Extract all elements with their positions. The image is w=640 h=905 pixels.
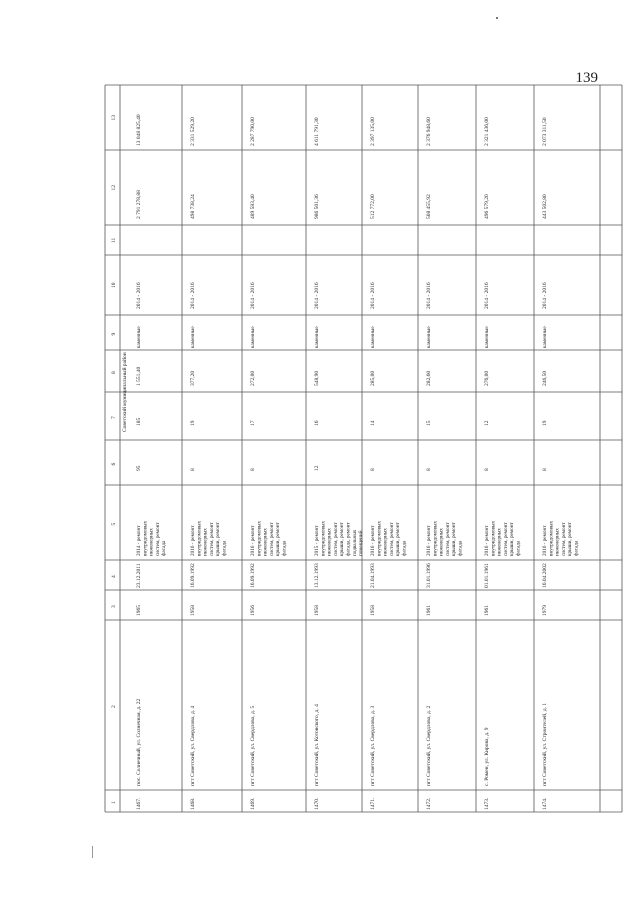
column-number: 8 [111,371,117,374]
row-date: 16.09.1992 [190,563,196,588]
row-works: 2016 - ремонт [484,525,490,556]
row-works: инженерных [438,528,445,556]
row-date: 23.12.2011 [136,563,142,588]
row-works: 2015 - ремонт [314,525,320,556]
row-year: 1965 [136,605,142,616]
row-works: крыши, ремонт [215,522,222,556]
row-floors: 8 [250,468,256,471]
row-works: систем, ремонт [444,522,451,556]
row-date: 13.12.1993 [314,563,320,588]
row-works: фасада [161,540,168,556]
row-works: 2016 - ремонт [370,525,376,556]
row-number: 1467. [136,797,142,810]
row-c12: 508 455,92 [426,194,432,219]
row-works: крыши, ремонт [451,522,458,556]
column-number: 3 [111,605,117,608]
row-floors: 8 [190,468,196,471]
row-works: инженерных [382,528,389,556]
row-works: внутридомовых [376,520,383,556]
row-date: 21.04.1993 [370,563,376,588]
row-flats: 14 [370,420,376,426]
row-period: 2014 - 2016 [190,282,196,309]
row-works: крыши, ремонт [339,522,346,556]
row-number: 1473. [484,797,490,810]
row-year: 1958 [314,605,320,616]
row-works: фасада [281,540,288,556]
row-works: систем, ремонт [388,522,395,556]
row-period: 2014 - 2016 [136,282,142,309]
row-material: каменные [250,326,256,348]
column-number: 12 [111,185,117,191]
row-address: пгт Советский, ул. Свердлова, д. 4 [190,705,196,786]
row-c13: 2 073 311,50 [542,117,548,146]
row-number: 1470. [314,797,320,810]
row-date: 01.01.1961 [484,563,490,588]
row-flats: 19 [542,420,548,426]
row-works: помещений [358,530,365,556]
column-number: 1 [111,801,117,804]
row-area: 1 551,40 [136,366,142,386]
row-c13: 2 287 790,00 [250,117,256,146]
row-material: каменные [484,326,490,348]
row-material: каменные [542,326,548,348]
row-period: 2014 - 2016 [250,282,256,309]
row-period: 2014 - 2016 [370,282,376,309]
row-works: внутридомовых [320,520,327,556]
row-number: 1468. [190,797,196,810]
row-works: крыши, ремонт [567,522,574,556]
row-year: 1979 [542,605,548,616]
row-c12: 443 502,80 [542,194,548,219]
column-number: 5 [111,522,117,526]
row-works: систем, ремонт [560,522,567,556]
row-works: крыши, ремонт [275,522,282,556]
row-c13: 2 331 529,20 [190,117,196,146]
row-flats: 15 [426,420,432,426]
row-flats: 185 [136,417,142,426]
row-address: с. Ромен, ул. Кирова, д. 9 [484,727,490,786]
row-period: 2014 - 2016 [426,282,432,309]
row-period: 2014 - 2016 [314,282,320,309]
row-works: фасада, ремонт [345,522,352,556]
row-area: 377,20 [190,370,196,386]
row-c13: 2 397 135,00 [370,117,376,146]
row-year: 1958 [190,605,196,616]
row-date: 31.01.1996 [426,563,432,588]
row-floors: 12 [314,465,320,471]
column-number: 11 [111,237,117,243]
row-material: каменные [190,326,196,348]
row-works: крыши, ремонт [395,522,402,556]
row-period: 2014 - 2016 [484,282,490,309]
row-works: систем, ремонт [268,522,275,556]
row-works: 2016 - ремонт [542,525,548,556]
row-year: 1961 [484,605,490,616]
column-number: 6 [111,462,117,466]
row-number: 1471. [370,797,376,810]
row-works: крыши, ремонт [509,522,516,556]
row-c13: 13 048 825,40 [136,114,142,146]
row-works: инженерных [326,528,333,556]
row-c12: 496 579,20 [484,194,490,219]
row-works: инженерных [262,528,269,556]
row-flats: 19 [190,420,196,426]
row-floors: 8 [370,468,376,471]
row-address: пгт Советский, ул. Строителей, д. 1 [542,702,548,786]
row-works: систем, ремонт [208,522,215,556]
column-number: 2 [111,705,117,708]
row-c12: 986 501,36 [314,194,320,219]
row-area: 282,60 [426,370,432,386]
row-works: фасада [221,540,228,556]
row-works: фасада [515,540,522,556]
row-floors: 8 [484,468,490,471]
row-address: пгт Советский, ул. Свердлова, д. 2 [426,705,432,786]
row-works: инженерных [496,528,503,556]
column-number: 9 [111,332,117,336]
row-works: фасада [457,540,464,556]
row-works: фасада [401,540,408,556]
row-material: каменные [426,326,432,348]
row-material: каменные [136,326,142,348]
row-works: инженерных [202,528,209,556]
row-year: 1956 [250,605,256,616]
row-works: систем, ремонт [502,522,509,556]
row-address: пгт Советский, ул. Свердлова, д. 3 [370,705,376,786]
row-date: 16.09.1992 [250,563,256,588]
row-works: систем, ремонт [154,522,161,556]
row-works: инженерных [148,528,155,556]
row-works: систем, ремонт [332,522,339,556]
row-period: 2014 - 2016 [542,282,548,309]
row-address: пгт Советский, ул. Свердлова, д. 5 [250,705,256,786]
column-number: 4 [111,575,117,578]
row-c12: 512 772,00 [370,194,376,219]
row-flats: 17 [250,420,256,426]
row-c12: 489 583,40 [250,194,256,219]
row-works: внутридомовых [256,520,263,556]
row-c12: 498 738,24 [190,194,196,219]
row-floors: 95 [136,465,142,471]
row-works: внутридомовых [490,520,497,556]
column-number: 13 [111,115,117,121]
column-number: 7 [111,416,117,419]
row-area: 272,00 [250,370,256,386]
row-flats: 12 [484,420,490,426]
row-material: каменные [314,326,320,348]
page-number: 139 [575,70,598,86]
row-works: фасада [573,540,580,556]
row-floors: 8 [426,468,432,471]
column-number: 10 [111,282,117,288]
row-year: 1958 [370,605,376,616]
row-works: внутридомовых [548,520,555,556]
row-works: подвальных [351,529,358,556]
row-works: 2016 - ремонт [426,525,432,556]
row-works: 2016 - ремонт [250,525,256,556]
row-works: инженерных [554,528,561,556]
row-works: внутридомовых [196,520,203,556]
row-area: 276,00 [484,370,490,386]
row-works: внутридомовых [142,520,149,556]
row-number: 1474. [542,797,548,810]
row-area: 285,00 [370,370,376,386]
table-text [111,114,580,810]
row-number: 1469. [250,797,256,810]
row-works: внутридомовых [432,520,439,556]
row-works: 2014 - ремонт [136,525,142,556]
row-date: 16.04.2002 [542,563,548,588]
row-c13: 4 611 791,30 [314,117,320,146]
row-c13: 2 321 436,00 [484,117,490,146]
row-area: 548,90 [314,370,320,386]
row-number: 1472. [426,797,432,810]
row-year: 1961 [426,605,432,616]
row-flats: 16 [314,420,320,426]
section-heading: Советский муниципальный район [122,352,128,432]
row-c12: 2 791 278,88 [136,190,142,219]
row-address: пос. Солнечный, ул. Солнечная, д. 22 [136,698,142,786]
row-works: 2016 - ремонт [190,525,196,556]
row-c13: 2 376 948,60 [426,117,432,146]
row-area: 246,50 [542,370,548,386]
row-address: пгт Советский, ул. Котовского, д. 4 [314,704,320,786]
row-floors: 8 [542,468,548,471]
row-material: каменные [370,326,376,348]
